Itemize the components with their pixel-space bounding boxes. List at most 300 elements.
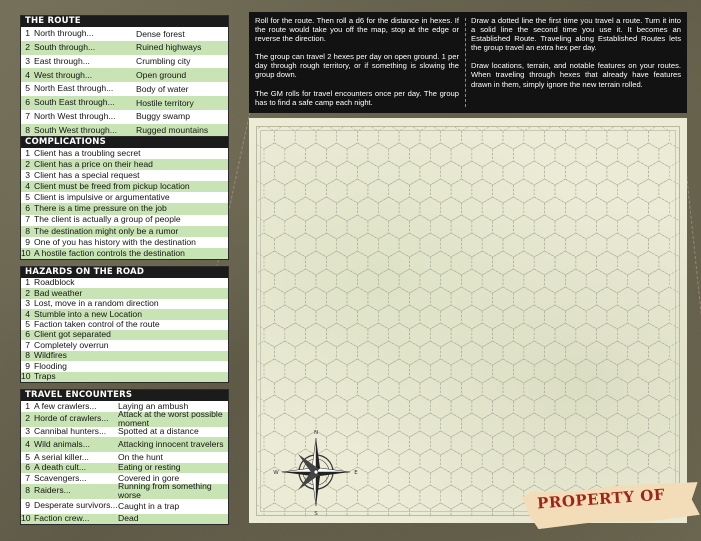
hex-cell[interactable] (472, 323, 493, 347)
hex-cell[interactable] (555, 431, 576, 455)
hex-cell[interactable] (545, 161, 566, 185)
hex-cell[interactable] (462, 341, 483, 365)
hex-cell[interactable] (555, 287, 576, 311)
hex-cell[interactable] (410, 323, 431, 347)
hex-cell[interactable] (358, 161, 379, 185)
hex-cell[interactable] (524, 413, 545, 437)
hex-cell[interactable] (441, 269, 462, 293)
hex-cell[interactable] (482, 233, 503, 257)
hex-cell[interactable] (430, 143, 451, 167)
hex-cell[interactable] (358, 305, 379, 329)
hex-cell[interactable] (257, 127, 274, 149)
hex-cell[interactable] (534, 467, 555, 491)
hex-cell[interactable] (378, 413, 399, 437)
hex-cell[interactable] (607, 197, 628, 221)
hex-cell[interactable] (503, 377, 524, 401)
hex-cell[interactable] (295, 341, 316, 365)
hex-cell[interactable] (410, 179, 431, 203)
hex-cell[interactable] (534, 179, 555, 203)
hex-cell[interactable] (545, 341, 566, 365)
hex-cell[interactable] (306, 143, 327, 167)
hex-cell[interactable] (399, 269, 420, 293)
hex-cell[interactable] (649, 233, 670, 257)
hex-cell[interactable] (389, 395, 410, 419)
hex-cell[interactable] (493, 467, 514, 491)
hex-cell[interactable] (534, 143, 555, 167)
hex-cell[interactable] (576, 251, 597, 275)
hex-cell[interactable] (472, 179, 493, 203)
hex-cell[interactable] (430, 503, 451, 517)
hex-cell[interactable] (274, 341, 295, 365)
hex-cell[interactable] (410, 287, 431, 311)
hex-cell[interactable] (482, 449, 503, 473)
hex-cell[interactable] (607, 269, 628, 293)
hex-cell[interactable] (576, 359, 597, 383)
hex-cell[interactable] (347, 395, 368, 419)
hex-cell[interactable] (358, 269, 379, 293)
hex-cell[interactable] (420, 197, 441, 221)
hex-cell[interactable] (358, 341, 379, 365)
hex-cell[interactable] (347, 143, 368, 167)
hex-cell[interactable] (326, 359, 347, 383)
hex-cell[interactable] (410, 395, 431, 419)
hex-cell[interactable] (274, 377, 295, 401)
hex-cell[interactable] (482, 197, 503, 221)
hex-cell[interactable] (555, 179, 576, 203)
hex-cell[interactable] (378, 449, 399, 473)
hex-cell[interactable] (628, 377, 649, 401)
hex-cell[interactable] (472, 215, 493, 239)
hex-map[interactable] (249, 118, 687, 523)
hex-cell[interactable] (628, 197, 649, 221)
hex-cell[interactable] (472, 287, 493, 311)
hex-cell[interactable] (306, 323, 327, 347)
hex-cell[interactable] (638, 431, 659, 455)
hex-cell[interactable] (316, 161, 337, 185)
hex-cell[interactable] (257, 233, 274, 257)
hex-cell[interactable] (607, 341, 628, 365)
hex-cell[interactable] (410, 143, 431, 167)
hex-cell[interactable] (607, 161, 628, 185)
hex-cell[interactable] (482, 161, 503, 185)
hex-cell[interactable] (493, 215, 514, 239)
hex-cell[interactable] (565, 377, 586, 401)
hex-cell[interactable] (264, 323, 285, 347)
hex-cell[interactable] (358, 377, 379, 401)
hex-cell[interactable] (565, 269, 586, 293)
hex-cell[interactable] (430, 359, 451, 383)
hex-cell[interactable] (274, 161, 295, 185)
hex-cell[interactable] (441, 127, 462, 149)
hex-cell[interactable] (378, 485, 399, 509)
hex-cell[interactable] (389, 503, 410, 517)
hex-cell[interactable] (257, 161, 274, 185)
hex-cell[interactable] (482, 341, 503, 365)
hex-cell[interactable] (368, 395, 389, 419)
hex-cell[interactable] (503, 413, 524, 437)
hex-cell[interactable] (597, 431, 618, 455)
hex-cell[interactable] (462, 233, 483, 257)
hex-cell[interactable] (503, 305, 524, 329)
hex-cell[interactable] (264, 287, 285, 311)
hex-cell[interactable] (306, 359, 327, 383)
hex-cell[interactable] (524, 161, 545, 185)
hex-cell[interactable] (389, 323, 410, 347)
hex-cell[interactable] (586, 377, 607, 401)
hex-cell[interactable] (607, 305, 628, 329)
hex-cell[interactable] (524, 197, 545, 221)
hex-cell[interactable] (358, 233, 379, 257)
hex-cell[interactable] (295, 377, 316, 401)
hex-cell[interactable] (524, 305, 545, 329)
hex-cell[interactable] (513, 287, 534, 311)
hex-cell[interactable] (389, 287, 410, 311)
hex-cell[interactable] (617, 215, 638, 239)
hex-cell[interactable] (337, 127, 358, 149)
hex-cell[interactable] (306, 179, 327, 203)
hex-cell[interactable] (462, 305, 483, 329)
hex-cell[interactable] (493, 323, 514, 347)
hex-cell[interactable] (565, 197, 586, 221)
hex-cell[interactable] (295, 161, 316, 185)
hex-cell[interactable] (441, 413, 462, 437)
hex-cell[interactable] (441, 197, 462, 221)
hex-cell[interactable] (420, 127, 441, 149)
hex-cell[interactable] (451, 143, 472, 167)
hex-cell[interactable] (472, 431, 493, 455)
hex-cell[interactable] (430, 215, 451, 239)
hex-cell[interactable] (410, 251, 431, 275)
hex-cell[interactable] (347, 359, 368, 383)
hex-cell[interactable] (368, 143, 389, 167)
hex-cell[interactable] (576, 467, 597, 491)
hex-cell[interactable] (285, 359, 306, 383)
hex-cell[interactable] (659, 323, 680, 347)
hex-cell[interactable] (285, 251, 306, 275)
hex-cell[interactable] (430, 287, 451, 311)
hex-cell[interactable] (337, 269, 358, 293)
hex-cell[interactable] (389, 179, 410, 203)
hex-cell[interactable] (430, 467, 451, 491)
hex-cell[interactable] (513, 215, 534, 239)
hex-cell[interactable] (503, 161, 524, 185)
hex-cell[interactable] (389, 467, 410, 491)
hex-cell[interactable] (274, 197, 295, 221)
hex-cell[interactable] (285, 215, 306, 239)
hex-cell[interactable] (607, 413, 628, 437)
hex-cell[interactable] (420, 233, 441, 257)
hex-cell[interactable] (628, 341, 649, 365)
hex-cell[interactable] (316, 305, 337, 329)
hex-cell[interactable] (462, 449, 483, 473)
hex-cell[interactable] (597, 287, 618, 311)
hex-cell[interactable] (306, 287, 327, 311)
hex-cell[interactable] (493, 179, 514, 203)
hex-cell[interactable] (597, 179, 618, 203)
hex-cell[interactable] (420, 413, 441, 437)
hex-cell[interactable] (420, 269, 441, 293)
hex-cell[interactable] (607, 377, 628, 401)
hex-cell[interactable] (285, 287, 306, 311)
hex-cell[interactable] (389, 143, 410, 167)
hex-cell[interactable] (638, 215, 659, 239)
hex-cell[interactable] (337, 341, 358, 365)
hex-cell[interactable] (649, 449, 670, 473)
hex-cell[interactable] (513, 431, 534, 455)
hex-cell[interactable] (389, 251, 410, 275)
hex-cell[interactable] (649, 197, 670, 221)
hex-cell[interactable] (472, 251, 493, 275)
hex-cell[interactable] (295, 305, 316, 329)
hex-cell[interactable] (482, 377, 503, 401)
hex-cell[interactable] (638, 359, 659, 383)
hex-cell[interactable] (638, 287, 659, 311)
hex-cell[interactable] (565, 233, 586, 257)
hex-cell[interactable] (524, 449, 545, 473)
hex-cell[interactable] (295, 233, 316, 257)
hex-cell[interactable] (257, 341, 274, 365)
hex-cell[interactable] (399, 341, 420, 365)
hex-cell[interactable] (358, 127, 379, 149)
hex-cell[interactable] (337, 233, 358, 257)
hex-cell[interactable] (628, 233, 649, 257)
hex-cell[interactable] (274, 269, 295, 293)
hex-cell[interactable] (451, 431, 472, 455)
hex-cell[interactable] (420, 341, 441, 365)
hex-cell[interactable] (617, 287, 638, 311)
hex-cell[interactable] (472, 395, 493, 419)
hex-cell[interactable] (638, 323, 659, 347)
hex-cell[interactable] (659, 215, 680, 239)
hex-cell[interactable] (410, 359, 431, 383)
hex-cell[interactable] (555, 143, 576, 167)
hex-cell[interactable] (378, 233, 399, 257)
hex-cell[interactable] (420, 449, 441, 473)
hex-cell[interactable] (597, 215, 618, 239)
hex-cell[interactable] (451, 251, 472, 275)
hex-cell[interactable] (316, 233, 337, 257)
hex-cell[interactable] (430, 323, 451, 347)
hex-cell[interactable] (534, 251, 555, 275)
hex-cell[interactable] (628, 161, 649, 185)
hex-cell[interactable] (399, 485, 420, 509)
hex-cell[interactable] (285, 179, 306, 203)
hex-cell[interactable] (482, 485, 503, 509)
hex-cell[interactable] (264, 359, 285, 383)
hex-cell[interactable] (503, 341, 524, 365)
hex-cell[interactable] (545, 377, 566, 401)
hex-cell[interactable] (441, 485, 462, 509)
hex-cell[interactable] (410, 503, 431, 517)
hex-cell[interactable] (482, 269, 503, 293)
hex-cell[interactable] (659, 179, 680, 203)
hex-cell[interactable] (576, 395, 597, 419)
hex-cell[interactable] (493, 359, 514, 383)
hex-cell[interactable] (659, 395, 680, 419)
hex-cell[interactable] (524, 233, 545, 257)
hex-cell[interactable] (493, 287, 514, 311)
hex-cell[interactable] (576, 431, 597, 455)
hex-cell[interactable] (503, 269, 524, 293)
hex-cell[interactable] (399, 413, 420, 437)
hex-cell[interactable] (337, 161, 358, 185)
hex-cell[interactable] (306, 215, 327, 239)
hex-cell[interactable] (565, 127, 586, 149)
hex-cell[interactable] (628, 127, 649, 149)
hex-cell[interactable] (617, 143, 638, 167)
hex-cell[interactable] (607, 233, 628, 257)
hex-cell[interactable] (389, 359, 410, 383)
hex-cell[interactable] (565, 413, 586, 437)
hex-cell[interactable] (586, 269, 607, 293)
hex-cell[interactable] (513, 143, 534, 167)
hex-cell[interactable] (316, 269, 337, 293)
hex-cell[interactable] (378, 341, 399, 365)
hex-cell[interactable] (399, 127, 420, 149)
hex-cell[interactable] (638, 395, 659, 419)
hex-cell[interactable] (503, 127, 524, 149)
hex-cell[interactable] (649, 413, 670, 437)
hex-cell[interactable] (565, 341, 586, 365)
hex-cell[interactable] (524, 341, 545, 365)
hex-cell[interactable] (545, 127, 566, 149)
hex-cell[interactable] (597, 251, 618, 275)
hex-cell[interactable] (451, 467, 472, 491)
hex-cell[interactable] (347, 287, 368, 311)
hex-cell[interactable] (576, 323, 597, 347)
hex-cell[interactable] (295, 127, 316, 149)
hex-cell[interactable] (462, 127, 483, 149)
hex-cell[interactable] (368, 359, 389, 383)
hex-cell[interactable] (534, 431, 555, 455)
hex-cell[interactable] (555, 467, 576, 491)
hex-cell[interactable] (534, 323, 555, 347)
hex-cell[interactable] (462, 269, 483, 293)
hex-cell[interactable] (565, 449, 586, 473)
hex-cell[interactable] (285, 395, 306, 419)
hex-cell[interactable] (378, 269, 399, 293)
hex-cell[interactable] (545, 197, 566, 221)
hex-cell[interactable] (617, 431, 638, 455)
hex-cell[interactable] (576, 215, 597, 239)
hex-cell[interactable] (597, 143, 618, 167)
hex-cell[interactable] (617, 251, 638, 275)
hex-cell[interactable] (524, 269, 545, 293)
hex-cell[interactable] (555, 359, 576, 383)
hex-cell[interactable] (555, 323, 576, 347)
hex-cell[interactable] (513, 395, 534, 419)
hex-cell[interactable] (576, 143, 597, 167)
hex-cell[interactable] (597, 395, 618, 419)
hex-cell[interactable] (441, 233, 462, 257)
hex-cell[interactable] (264, 251, 285, 275)
hex-cell[interactable] (586, 197, 607, 221)
hex-cell[interactable] (451, 359, 472, 383)
hex-cell[interactable] (410, 431, 431, 455)
hex-cell[interactable] (451, 215, 472, 239)
hex-cell[interactable] (545, 413, 566, 437)
hex-cell[interactable] (389, 215, 410, 239)
hex-cell[interactable] (399, 449, 420, 473)
hex-cell[interactable] (617, 323, 638, 347)
hex-cell[interactable] (399, 197, 420, 221)
hex-cell[interactable] (638, 143, 659, 167)
hex-cell[interactable] (649, 161, 670, 185)
hex-cell[interactable] (545, 233, 566, 257)
hex-cell[interactable] (586, 233, 607, 257)
hex-cell[interactable] (586, 305, 607, 329)
hex-cell[interactable] (462, 197, 483, 221)
hex-cell[interactable] (316, 127, 337, 149)
hex-cell[interactable] (451, 395, 472, 419)
hex-cell[interactable] (264, 215, 285, 239)
hex-cell[interactable] (586, 413, 607, 437)
hex-cell[interactable] (257, 377, 274, 401)
hex-cell[interactable] (576, 287, 597, 311)
hex-cell[interactable] (649, 377, 670, 401)
hex-cell[interactable] (513, 467, 534, 491)
hex-cell[interactable] (586, 127, 607, 149)
hex-cell[interactable] (326, 251, 347, 275)
hex-cell[interactable] (326, 323, 347, 347)
hex-cell[interactable] (659, 359, 680, 383)
hex-cell[interactable] (462, 377, 483, 401)
hex-cell[interactable] (482, 127, 503, 149)
hex-cell[interactable] (451, 287, 472, 311)
hex-cell[interactable] (649, 341, 670, 365)
hex-cell[interactable] (472, 503, 493, 517)
hex-cell[interactable] (482, 413, 503, 437)
hex-cell[interactable] (441, 161, 462, 185)
hex-cell[interactable] (430, 431, 451, 455)
hex-cell[interactable] (274, 127, 295, 149)
hex-cell[interactable] (545, 305, 566, 329)
hex-cell[interactable] (285, 143, 306, 167)
hex-cell[interactable] (524, 377, 545, 401)
hex-cell[interactable] (441, 449, 462, 473)
hex-cell[interactable] (472, 467, 493, 491)
hex-cell[interactable] (493, 143, 514, 167)
hex-cell[interactable] (462, 413, 483, 437)
hex-cell[interactable] (649, 127, 670, 149)
hex-cell[interactable] (493, 251, 514, 275)
hex-cell[interactable] (534, 359, 555, 383)
hex-cell[interactable] (410, 467, 431, 491)
hex-cell[interactable] (430, 251, 451, 275)
hex-cell[interactable] (576, 179, 597, 203)
hex-cell[interactable] (482, 305, 503, 329)
hex-cell[interactable] (274, 233, 295, 257)
hex-cell[interactable] (264, 179, 285, 203)
hex-cell[interactable] (326, 395, 347, 419)
hex-cell[interactable] (378, 161, 399, 185)
hex-cell[interactable] (607, 127, 628, 149)
hex-cell[interactable] (420, 485, 441, 509)
hex-cell[interactable] (649, 305, 670, 329)
hex-cell[interactable] (503, 449, 524, 473)
hex-cell[interactable] (257, 269, 274, 293)
hex-cell[interactable] (441, 305, 462, 329)
hex-cell[interactable] (264, 143, 285, 167)
hex-cell[interactable] (462, 485, 483, 509)
hex-cell[interactable] (586, 449, 607, 473)
hex-cell[interactable] (462, 161, 483, 185)
hex-cell[interactable] (472, 143, 493, 167)
hex-cell[interactable] (430, 395, 451, 419)
hex-cell[interactable] (326, 287, 347, 311)
hex-cell[interactable] (659, 287, 680, 311)
hex-cell[interactable] (503, 233, 524, 257)
